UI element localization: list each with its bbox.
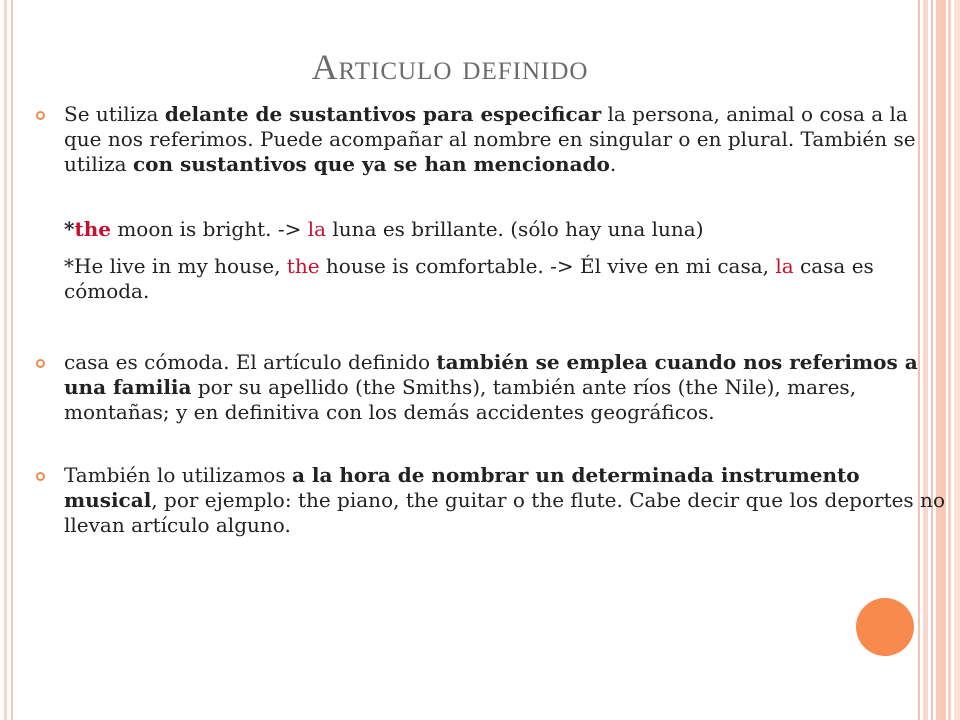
ex2-the: the — [286, 254, 320, 278]
ex1-the: the — [74, 217, 111, 241]
p3-bold-b: a la hora de nombrar un determinada instrumento musical — [64, 463, 860, 512]
decorative-circle — [856, 598, 914, 656]
slide-content — [34, 102, 950, 538]
ex2-la: la — [775, 254, 794, 278]
ex1-la: la — [307, 217, 327, 241]
bullet-icon — [36, 359, 45, 368]
bullet-icon — [36, 472, 45, 481]
slide-title: Articulo definido — [311, 47, 589, 87]
paragraph-1 — [34, 102, 950, 177]
ex1-text-b: luna es brillante. (sólo hay una luna) — [326, 217, 704, 241]
p1-text-a: Se utiliza — [64, 102, 165, 126]
p1-bold-d: con sustantivos que ya se han mencionado — [132, 152, 610, 176]
p3-text-a: También lo utilizamos — [64, 463, 292, 487]
p2-bold-b: también se emplea cuando nos referimos a una familia — [64, 350, 918, 399]
p1-bold-b: delante de sustantivos para especificar — [164, 102, 602, 126]
ex2-text-a: *He live in my house, — [64, 254, 287, 278]
example-1 — [34, 217, 950, 242]
paragraph-3 — [34, 463, 950, 538]
p3-text-c: , por ejemplo: the piano, the guitar o the flute. Cabe decir que los deportes no llevan artículo alguno. — [64, 488, 945, 537]
bullet-icon — [36, 111, 45, 120]
p1-text-c: la persona, animal o cosa a la que nos referimos. Puede acompañar al nombre en singular o en plural. También se utiliza — [64, 102, 916, 176]
ex2-text-c: casa es cómoda. — [64, 254, 874, 303]
p1-text-e: . — [609, 152, 617, 176]
ex1-star: * — [64, 217, 75, 241]
ex1-text-a: moon is bright. -> — [110, 217, 308, 241]
p2-text-a: casa es cómoda. El artículo definido — [64, 350, 437, 374]
example-2 — [34, 254, 950, 304]
p2-text-c: por su apellido (the Smiths), también ante ríos (the Nile), mares, montañas; y en definitiva con los demás accidentes geográficos. — [64, 375, 857, 424]
paragraph-2 — [34, 350, 950, 425]
frame-left-border — [0, 0, 13, 720]
ex2-text-b: house is comfortable. -> Él vive en mi casa, — [319, 254, 776, 278]
